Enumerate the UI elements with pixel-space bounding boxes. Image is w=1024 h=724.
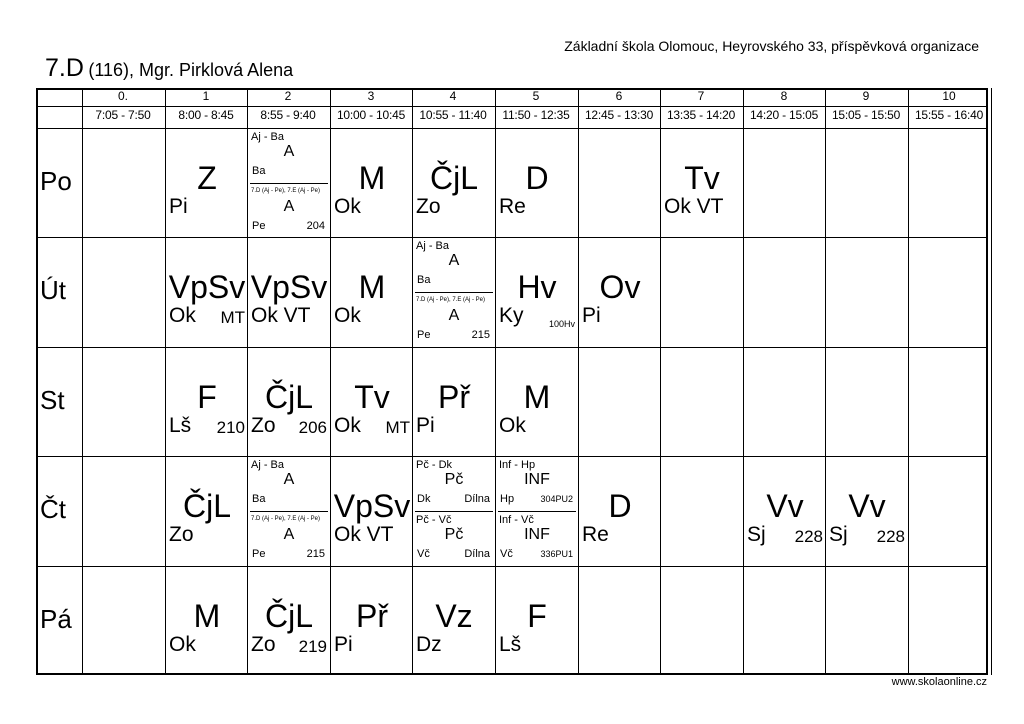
lesson-group[interactable] [248,512,330,566]
subject-label: A [283,526,295,543]
lesson-cell[interactable] [413,457,495,566]
subject-label: F [527,598,547,634]
subject-label: Pč [444,471,464,488]
subject-label: VpSv [333,488,411,524]
timetable-title [45,54,293,83]
group-divider [250,183,328,184]
lesson-group[interactable] [248,129,330,183]
period-time: 11:50 - 12:35 [502,108,570,122]
teacher-label: Pi [582,304,601,327]
class-teacher: (116), Mgr. Pirklová Alena [88,60,294,80]
room-label: 219 [298,637,327,656]
row-divider [36,106,988,107]
teacher-label: Pi [416,414,435,437]
lesson-cell[interactable] [166,129,248,238]
lesson-cell[interactable] [331,457,413,566]
lesson-group[interactable] [496,457,578,511]
teacher-label: Ok [334,195,361,218]
lesson-cell[interactable] [413,348,495,457]
teacher-label: Re [499,195,526,218]
lesson-cell[interactable] [661,129,743,238]
teacher-label: Lš [169,414,192,437]
period-time: 8:00 - 8:45 [178,108,234,122]
subject-label: Pč [444,526,464,543]
lesson-cell[interactable] [248,238,330,347]
column-divider [991,88,992,675]
subject-label: ČjL [264,598,313,634]
subject-label: A [283,471,295,488]
group-label: Inf - Vč [499,514,534,526]
group-divider [415,511,493,512]
lesson-cell[interactable] [496,129,578,238]
subject-label: D [608,488,632,524]
teacher-label: Ky [499,304,524,327]
teacher-label: Ok [334,414,361,437]
period-time: 10:00 - 10:45 [336,108,406,122]
teacher-label: Vč [500,548,513,560]
period-number: 10 [942,89,956,103]
room-label: 204 [306,220,325,232]
lesson-cell[interactable] [331,567,413,676]
subject-label: Tv [354,379,390,415]
subject-label: M [523,379,551,415]
teacher-label: Sj [829,523,848,546]
room-label: 210 [216,418,245,437]
subject-label: Hv [517,269,557,305]
room-label: 228 [876,527,905,546]
column-divider [578,88,579,675]
teacher-label: Pe [252,220,266,232]
room-label: 215 [306,548,325,560]
room-label: 206 [298,418,327,437]
lesson-cell[interactable] [826,457,908,566]
subject-label: Př [356,598,388,634]
lesson-group[interactable] [413,293,495,347]
subject-label: Vv [848,488,886,524]
teacher-label: Pe [252,548,266,560]
period-number: 2 [284,89,292,103]
column-divider [82,88,83,675]
subject-label: VpSv [250,269,328,305]
period-number: 8 [780,89,788,103]
column-divider [825,88,826,675]
group-label: 7.D (Aj - Pe), 7.E (Aj - Pe) [251,188,321,194]
lesson-cell[interactable] [166,238,248,347]
subject-label: M [358,269,386,305]
teacher-label: Vč [417,548,430,560]
period-time: 13:35 - 14:20 [666,108,736,122]
lesson-cell[interactable] [496,567,578,676]
lesson-group[interactable] [248,457,330,511]
subject-label: D [525,160,549,196]
day-label: Čt [40,494,66,524]
subject-label: A [283,143,295,160]
teacher-label: Zo [251,414,276,437]
subject-label: ČjL [182,488,231,524]
lesson-cell[interactable] [413,238,495,347]
teacher-label: Ok [499,414,526,437]
period-number: 4 [449,89,457,103]
lesson-group[interactable] [496,512,578,566]
period-time: 12:45 - 13:30 [584,108,654,122]
lesson-cell[interactable] [248,348,330,457]
lesson-cell[interactable] [496,348,578,457]
lesson-cell[interactable] [744,457,826,566]
teacher-label: Ok [169,633,196,656]
subject-label: A [448,307,460,324]
period-number: 6 [615,89,623,103]
school-name: Základní škola Olomouc, Heyrovského 33, příspěvková organizace [564,38,979,54]
lesson-cell[interactable] [413,129,495,238]
teacher-label: Dk [417,493,431,505]
lesson-cell[interactable] [496,238,578,347]
group-label: Aj - Ba [416,240,450,252]
group-label: Aj - Ba [251,131,285,143]
timetable-grid [36,88,988,675]
subject-label: M [358,160,386,196]
room-label: 336PU1 [540,549,573,559]
lesson-cell[interactable] [331,348,413,457]
lesson-cell[interactable] [579,238,661,347]
lesson-cell[interactable] [166,567,248,676]
period-time: 15:05 - 15:50 [831,108,901,122]
period-number: 1 [202,89,210,103]
lesson-group[interactable] [413,238,495,292]
subject-label: INF [524,526,550,543]
period-time: 15:55 - 16:40 [914,108,984,122]
teacher-label: Ok VT [251,304,311,327]
lesson-cell[interactable] [248,129,330,238]
subject-label: A [448,252,460,269]
subject-label: Vz [435,598,473,634]
teacher-label: Ba [252,493,266,505]
teacher-label: Sj [747,523,766,546]
teacher-label: Zo [169,523,194,546]
column-divider [743,88,744,675]
period-time: 14:20 - 15:05 [749,108,819,122]
teacher-label: Ba [252,165,266,177]
period-number: 7 [697,89,705,103]
class-name: 7.D [45,54,84,82]
room-label: 228 [794,527,823,546]
group-label: 7.D (Aj - Pe), 7.E (Aj - Pe) [251,516,321,522]
period-time: 8:55 - 9:40 [260,108,316,122]
teacher-label: Dz [416,633,442,656]
footer-link[interactable]: www.skolaonline.cz [891,676,987,688]
lesson-group[interactable] [413,512,495,566]
period-number: 5 [532,89,540,103]
lesson-group[interactable] [413,457,495,511]
period-number: 9 [862,89,870,103]
subject-label: Ov [599,269,641,305]
teacher-label: Zo [416,195,441,218]
teacher-label: Lš [499,633,522,656]
column-divider [908,88,909,675]
group-label: Pč - Vč [416,514,452,526]
lesson-cell[interactable] [248,457,330,566]
lesson-cell[interactable] [331,129,413,238]
lesson-cell[interactable] [331,238,413,347]
lesson-cell[interactable] [166,457,248,566]
period-time: 7:05 - 7:50 [95,108,151,122]
teacher-label: Ok VT [664,195,724,218]
subject-label: Z [197,160,217,196]
teacher-label: Ok [334,304,361,327]
teacher-label: Hp [500,493,515,505]
teacher-label: Ok [169,304,196,327]
subject-label: F [197,379,217,415]
day-label: St [40,385,65,415]
room-label: Dílna [464,548,490,560]
lesson-group[interactable] [248,184,330,238]
teacher-label: Ok VT [334,523,394,546]
group-label: 7.D (Aj - Pe), 7.E (Aj - Pe) [416,297,486,303]
group-divider [415,292,493,293]
teacher-label: Re [582,523,609,546]
teacher-label: Zo [251,633,276,656]
room-label: 100Hv [548,319,575,329]
subject-label: INF [524,471,550,488]
teacher-label: Pi [169,195,188,218]
period-number: 0. [117,89,128,103]
teacher-label: Ba [417,274,431,286]
room-label: MT [385,418,410,437]
subject-label: Př [438,379,470,415]
subject-label: A [283,198,295,215]
group-label: Aj - Ba [251,459,285,471]
room-label: 215 [471,329,490,341]
day-label: Po [40,166,72,196]
lesson-cell[interactable] [579,457,661,566]
period-time: 10:55 - 11:40 [419,108,487,122]
group-divider [250,511,328,512]
lesson-cell[interactable] [248,567,330,676]
teacher-label: Pi [334,633,353,656]
subject-label: M [193,598,221,634]
group-label: Pč - Dk [416,459,453,471]
lesson-cell[interactable] [413,567,495,676]
room-label: 304PU2 [540,494,573,504]
subject-label: ČjL [264,379,313,415]
teacher-label: Pe [417,329,431,341]
period-number: 3 [367,89,375,103]
day-label: Út [40,275,66,305]
lesson-cell[interactable] [166,348,248,457]
subject-label: Vv [766,488,804,524]
subject-label: Tv [684,160,720,196]
lesson-cell[interactable] [496,457,578,566]
subject-label: ČjL [429,160,478,196]
room-label: Dílna [464,493,490,505]
room-label: MT [220,308,245,327]
day-label: Pá [40,604,72,634]
group-label: Inf - Hp [499,459,536,471]
group-divider [498,511,576,512]
subject-label: VpSv [168,269,246,305]
